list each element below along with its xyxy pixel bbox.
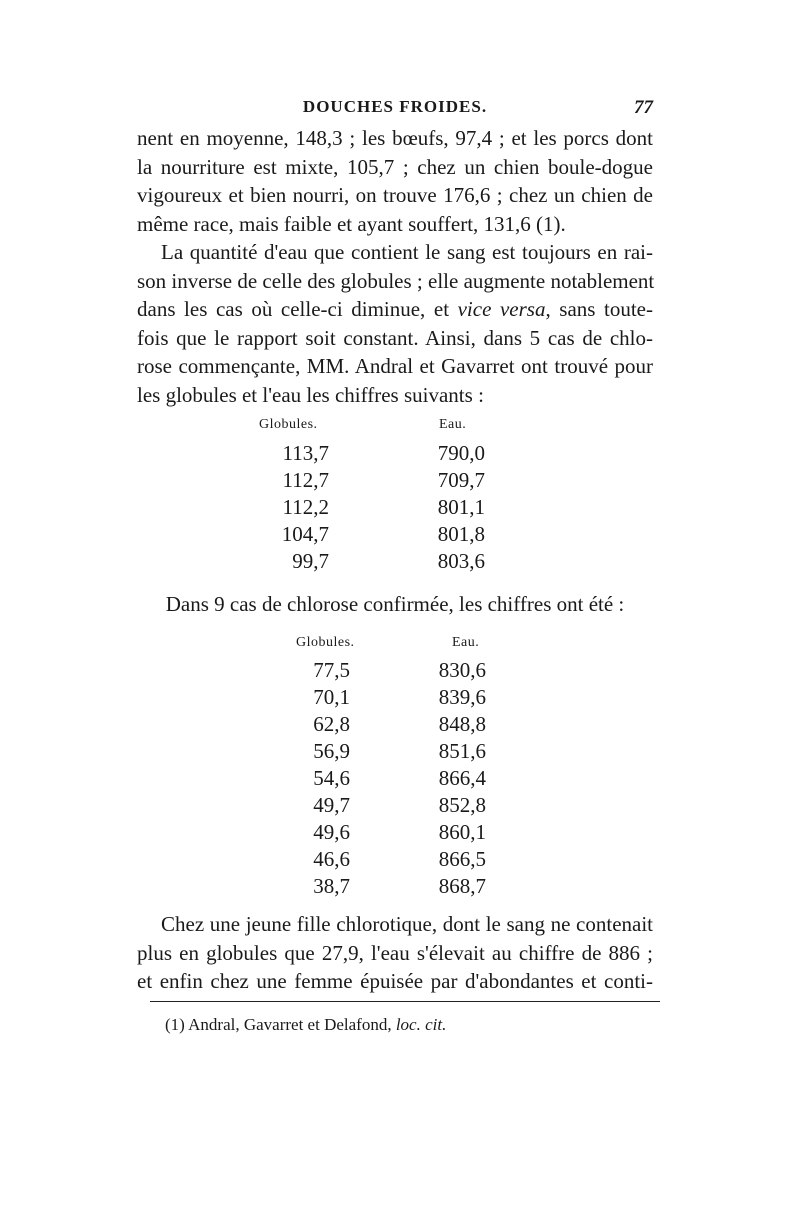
text-line: son inverse de celle des globules ; elle augmente notablement [137,268,655,293]
text-line: Dans 9 cas de chlorose confirmée, les chiffres ont été : [165,592,625,616]
table-cell-eau: 848,8 [438,712,486,736]
table-cell-globules: 46,6 [313,847,350,871]
table-cell-eau: 801,1 [437,495,485,519]
text-segment: dans les cas où celle-ci diminue, et [137,297,458,322]
text-line [137,295,653,324]
table-cell-globules: 56,9 [313,739,350,763]
text-line: les globules et l'eau les chiffres suivants : [137,382,484,407]
text-line: et enfin chez une femme épuisée par d'abondantes et conti- [137,969,653,994]
footnote-text: Andral, Gavarret et Delafond, [188,1015,396,1034]
table-cell-globules: 54,6 [313,766,350,790]
table-cell-globules: 99,7 [292,549,329,573]
text-line: plus en globules que 27,9, l'eau s'élevait au chiffre de 886 ; [137,940,653,965]
table-cell-eau: 803,6 [437,549,485,573]
table-chlorose-confirmee [290,635,510,900]
running-head [137,97,653,123]
table-cell-globules: 113,7 [282,441,329,465]
text-line: la nourriture est mixte, 105,7 ; chez un chien boule-dogue [137,154,653,179]
paragraph-continuation [137,124,653,238]
table-cell-eau: 709,7 [437,468,485,492]
table-chlorose-commencante [255,417,505,577]
table-cell-eau: 852,8 [438,793,486,817]
running-title: DOUCHES FROIDES. [302,97,488,116]
table-cell-globules: 104,7 [281,522,329,546]
table-cell-globules: 112,2 [282,495,329,519]
text-line: vigoureux et bien nourri, on trouve 176,6 ; chez un chien de [137,183,653,208]
text-line: nent en moyenne, 148,3 ; les bœufs, 97,4 ; et les porcs dont [137,126,653,150]
column-header-eau: Eau. [452,635,480,650]
table-cell-eau: 790,0 [437,441,485,465]
footnote-marker: (1) [165,1015,185,1034]
paragraph-jeune-fille [137,910,653,996]
table-cell-eau: 860,1 [438,820,486,844]
table-cell-globules: 62,8 [313,712,350,736]
text-line: rose commençante, MM. Andral et Gavarret ont trouvé pour [137,354,653,379]
paragraph-water-globules [137,238,653,410]
column-header-globules: Globules. [259,417,318,432]
table-cell-eau: 801,8 [437,522,485,546]
text-line: même race, mais faible et ayant souffert, 131,6 (1). [137,211,566,236]
table-cell-eau: 868,7 [438,874,486,898]
table-cell-eau: 830,6 [438,658,486,682]
table-cell-globules: 38,7 [313,874,350,898]
footnote-divider [150,1001,660,1002]
table-cell-globules: 70,1 [313,685,350,709]
footnote-italic: loc. cit. [395,1015,447,1034]
table-cell-globules: 49,7 [313,793,350,817]
text-line: Chez une jeune fille chlorotique, dont le sang ne contenait [161,912,653,936]
text-segment: , sans toute- [545,297,653,322]
column-header-globules: Globules. [296,635,355,650]
table-cell-eau: 866,5 [438,847,486,871]
footnote [165,1015,446,1035]
table-cell-eau: 851,6 [438,739,486,763]
text-line: fois que le rapport soit constant. Ainsi, dans 5 cas de chlo- [137,325,653,350]
table-cell-eau: 866,4 [438,766,486,790]
italic-phrase: vice versa [457,297,546,322]
column-header-eau: Eau. [439,417,467,432]
paragraph-chlorose-confirmee [137,590,653,619]
table-cell-globules: 77,5 [313,658,350,682]
table-cell-globules: 112,7 [282,468,329,492]
page-number: 77 [634,97,653,118]
table-cell-eau: 839,6 [438,685,486,709]
table-cell-globules: 49,6 [313,820,350,844]
text-line: La quantité d'eau que contient le sang est toujours en rai- [161,240,653,264]
